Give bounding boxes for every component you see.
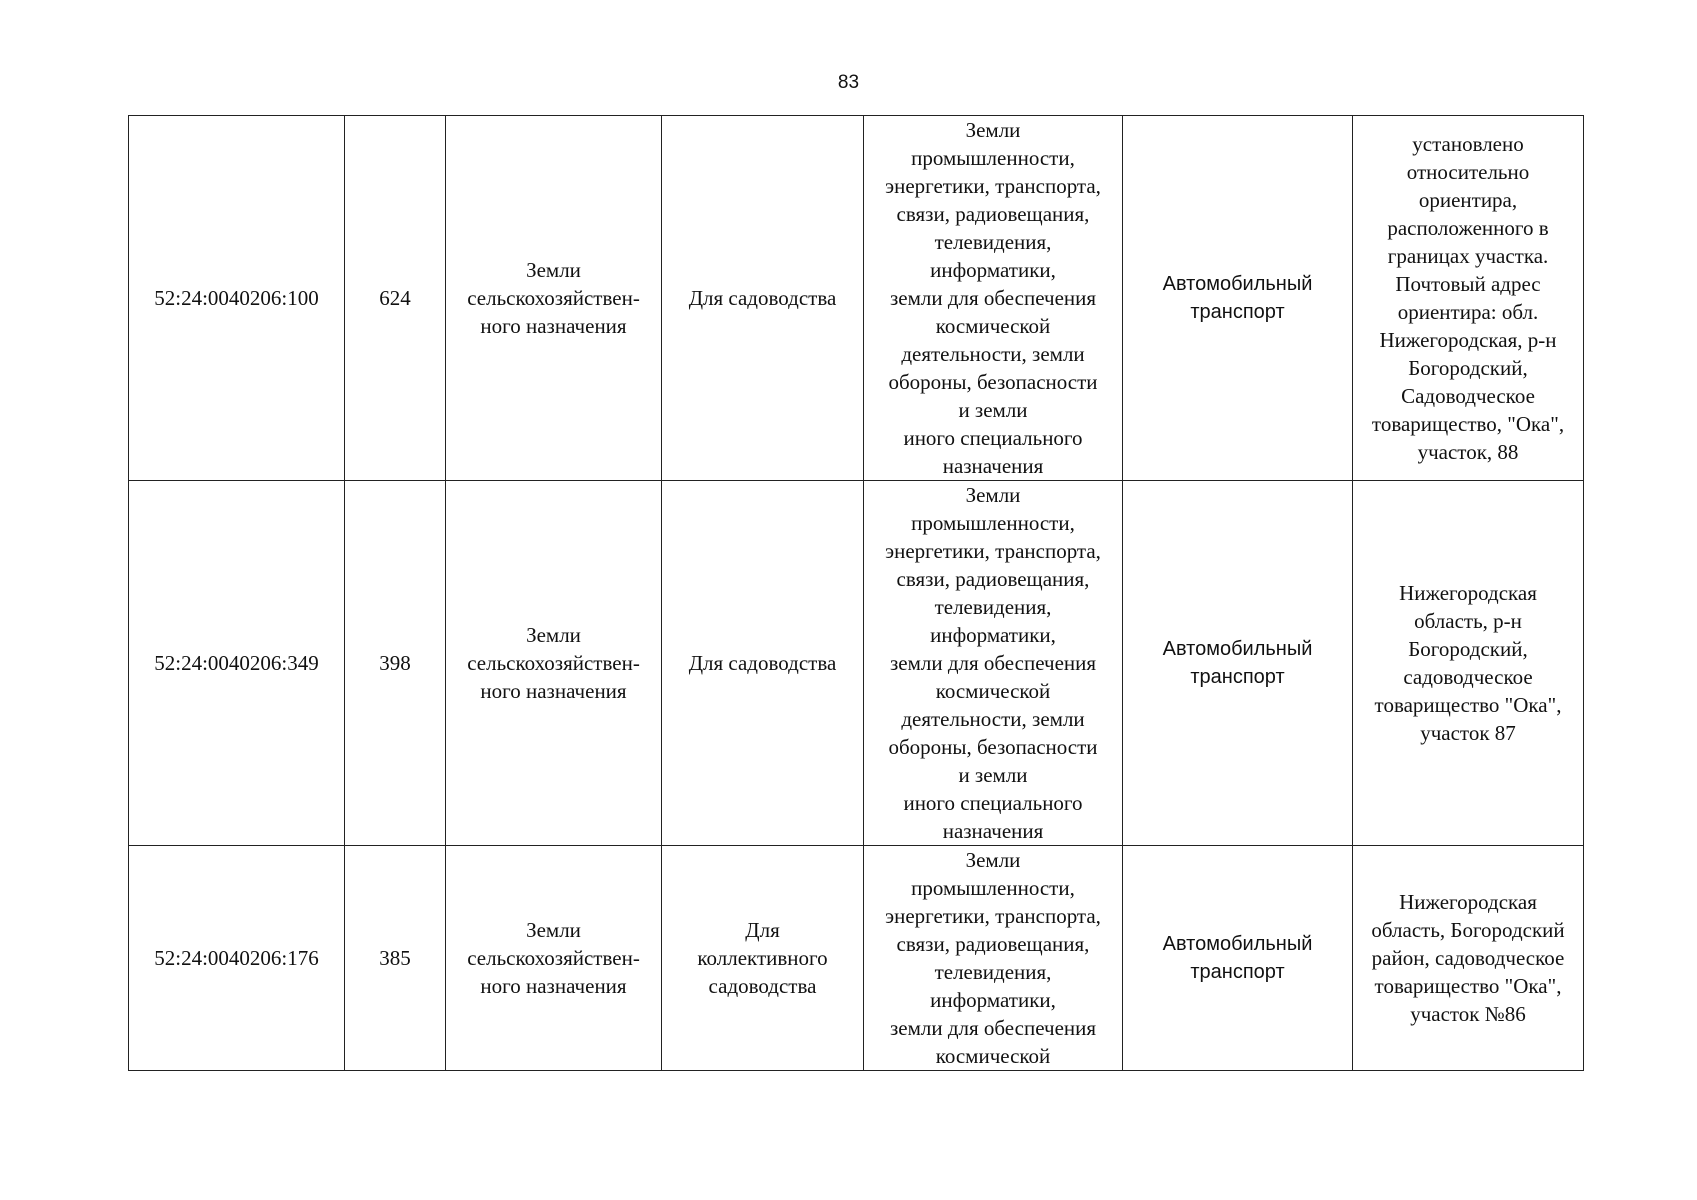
cell-line: связи, радиовещания,: [896, 567, 1090, 591]
area-cell: 385: [345, 846, 446, 1071]
cell-line: Земли: [526, 623, 581, 647]
cell-line: земли для обеспечения: [889, 1016, 1097, 1040]
cell-line: информатики,: [930, 988, 1056, 1012]
cell-line: назначения: [942, 454, 1044, 478]
cell-line: участок №86: [1410, 1002, 1526, 1026]
cell-line: деятельности, земли: [901, 707, 1085, 731]
cell-line: ориентира,: [1418, 188, 1518, 212]
cell-line: энергетики, транспорта,: [885, 174, 1101, 198]
cell-line: область, р-н: [1414, 609, 1522, 633]
cadastral-number-cell: 52:24:0040206:349: [129, 481, 345, 846]
cell-line: установлено: [1412, 132, 1524, 156]
cell-line: район, садоводческое: [1371, 946, 1565, 970]
cell-line: Богородский,: [1408, 637, 1528, 661]
cell-line: Почтовый адрес: [1395, 272, 1541, 296]
cell-line: связи, радиовещания,: [896, 932, 1090, 956]
cell-line: Автомобильный: [1162, 933, 1313, 955]
cell-line: товарищество "Ока",: [1374, 974, 1562, 998]
cell-line: земли для обеспечения: [889, 286, 1097, 310]
permitted-use-cell: [662, 481, 864, 846]
cell-line: сельскохозяйствен-: [467, 946, 640, 970]
cell-line: земли для обеспечения: [889, 651, 1097, 675]
address-cell: [1353, 846, 1584, 1071]
cell-line: и земли: [958, 763, 1028, 787]
cell-line: Нижегородская: [1399, 890, 1537, 914]
cell-line: космической: [935, 679, 1051, 703]
cell-line: Богородский,: [1408, 356, 1528, 380]
cell-line: связи, радиовещания,: [896, 202, 1090, 226]
cell-line: ного назначения: [480, 679, 627, 703]
adjacent-category-cell: [864, 846, 1123, 1071]
table-row: [129, 116, 1584, 481]
cell-line: Земли: [526, 258, 581, 282]
cell-line: товарищество "Ока",: [1374, 693, 1562, 717]
cell-line: границах участка.: [1387, 244, 1549, 268]
cell-line: Земли: [965, 118, 1021, 142]
cell-line: относительно: [1406, 160, 1530, 184]
table-row: [129, 846, 1584, 1071]
area-cell: 624: [345, 116, 446, 481]
cell-line: Для садоводства: [688, 286, 837, 310]
cell-line: промышленности,: [911, 876, 1075, 900]
land-category-cell: [446, 116, 662, 481]
cell-line: телевидения,: [934, 960, 1052, 984]
cell-line: телевидения,: [934, 595, 1052, 619]
area-cell: 398: [345, 481, 446, 846]
cell-line: садоводческое: [1403, 665, 1533, 689]
table-row: [129, 481, 1584, 846]
cell-line: участок, 88: [1417, 440, 1519, 464]
cell-line: Нижегородская: [1399, 581, 1537, 605]
cell-line: деятельности, земли: [901, 342, 1085, 366]
cell-line: космической: [935, 1044, 1051, 1068]
cell-line: сельскохозяйствен-: [467, 651, 640, 675]
cell-line: транспорт: [1190, 666, 1285, 688]
cell-line: сельскохозяйствен-: [467, 286, 640, 310]
cell-line: Земли: [965, 483, 1021, 507]
cell-line: обороны, безопасности: [888, 370, 1098, 394]
permitted-use-cell: [662, 846, 864, 1071]
cell-line: ориентира: обл.: [1397, 300, 1539, 324]
cell-line: и земли: [958, 398, 1028, 422]
cell-line: обороны, безопасности: [888, 735, 1098, 759]
address-cell: [1353, 481, 1584, 846]
cell-line: иного специального: [903, 426, 1083, 450]
address-cell: [1353, 116, 1584, 481]
cell-line: информатики,: [930, 623, 1056, 647]
cell-line: область, Богородский: [1371, 918, 1565, 942]
cell-line: ного назначения: [480, 314, 627, 338]
page-number: 83: [837, 72, 860, 93]
cell-line: товарищество, "Ока",: [1371, 412, 1565, 436]
cell-line: промышленности,: [911, 146, 1075, 170]
cell-line: транспорт: [1190, 961, 1285, 983]
cell-line: коллективного: [697, 946, 828, 970]
cell-line: назначения: [942, 819, 1044, 843]
transport-cell: [1123, 116, 1353, 481]
cell-line: Автомобильный: [1162, 273, 1313, 295]
cell-line: телевидения,: [934, 230, 1052, 254]
cell-line: космической: [935, 314, 1051, 338]
cell-line: Земли: [965, 848, 1021, 872]
land-category-cell: [446, 481, 662, 846]
cell-line: Нижегородская, р-н: [1379, 328, 1557, 352]
cell-line: Садоводческое: [1401, 384, 1535, 408]
cell-line: ного назначения: [480, 974, 627, 998]
adjacent-category-cell: [864, 116, 1123, 481]
transport-cell: [1123, 846, 1353, 1071]
cadastral-number-cell: 52:24:0040206:100: [129, 116, 345, 481]
cell-line: Земли: [526, 918, 581, 942]
cell-line: энергетики, транспорта,: [885, 904, 1101, 928]
cell-line: Автомобильный: [1162, 638, 1313, 660]
transport-cell: [1123, 481, 1353, 846]
cell-line: промышленности,: [911, 511, 1075, 535]
cell-line: Для: [745, 918, 780, 942]
cell-line: садоводства: [708, 974, 817, 998]
adjacent-category-cell: [864, 481, 1123, 846]
permitted-use-cell: [662, 116, 864, 481]
cell-line: участок 87: [1420, 721, 1516, 745]
cell-line: транспорт: [1190, 301, 1285, 323]
cell-line: Для садоводства: [688, 651, 837, 675]
cadastral-number-cell: 52:24:0040206:176: [129, 846, 345, 1071]
land-category-cell: [446, 846, 662, 1071]
cell-line: информатики,: [930, 258, 1056, 282]
cell-line: расположенного в: [1387, 216, 1549, 240]
land-plots-table: [128, 115, 1584, 1071]
cell-line: иного специального: [903, 791, 1083, 815]
cell-line: энергетики, транспорта,: [885, 539, 1101, 563]
